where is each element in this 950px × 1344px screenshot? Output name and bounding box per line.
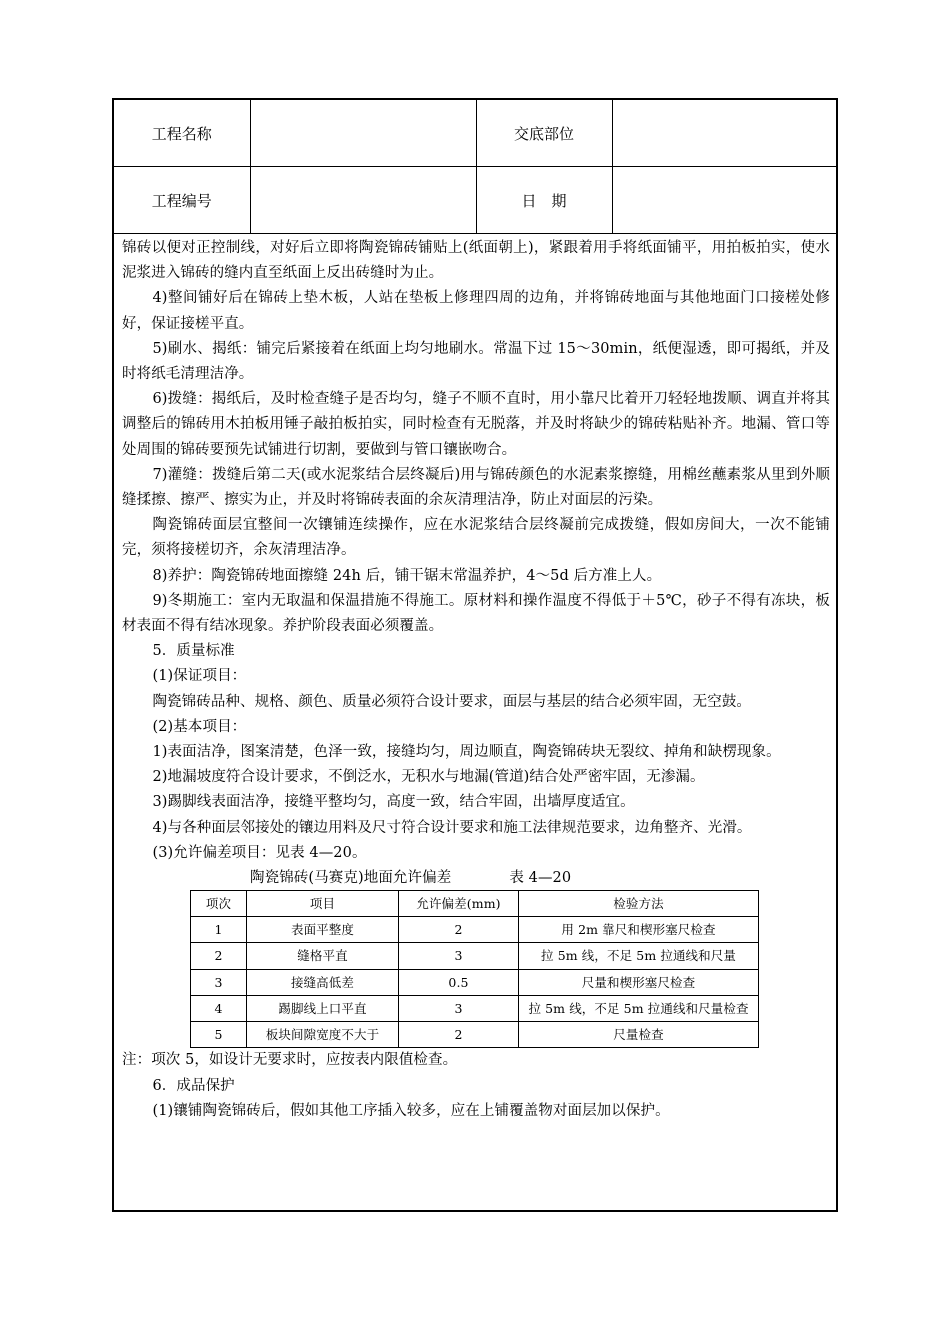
paragraph: 5)刷水、揭纸：铺完后紧接着在纸面上均匀地刷水。常温下过 15～30min，纸便湿透，即可揭纸，并及时将纸毛清理洁净。 [122,340,830,383]
paragraph: 4)与各种面层邻接处的镶边用料及尺寸符合设计要求和施工法律规范要求，边角整齐、光滑。 [152,819,752,836]
paragraph: 注：项次 5，如设计无要求时，应按表内限值检查。 [122,1052,458,1069]
paragraph: 锦砖以便对正控制线，对好后立即将陶瓷锦砖铺贴上(纸面朝上)，紧跟着用手将纸面铺平，用拍板拍实，使水泥浆进入锦砖的缝内直至纸面上反出砖缝时为止。 [122,240,830,282]
table-cell: 踢脚线上口平直 [247,995,399,1021]
paragraph: (1)保证项目： [152,668,247,685]
deviation-table [190,890,759,1048]
deviation-table-header [191,891,759,917]
table-cell: 接缝高低差 [247,969,399,995]
col-header-tolerance: 允许偏差(mm) [399,891,519,917]
paragraph: 6．成品保护 [152,1077,235,1094]
paragraph: (1)镶铺陶瓷锦砖后，假如其他工序插入较多，应在上铺覆盖物对面层加以保护。 [152,1102,670,1119]
table-cell: 缝格平直 [247,943,399,969]
handover-part-value [612,100,836,167]
header-table [114,100,836,234]
table-row [191,995,759,1021]
paragraph: 1)表面洁净，图案清楚，色泽一致，接缝均匀，周边顺直，陶瓷锦砖块无裂纹、掉角和缺楞现象。 [152,744,781,761]
table-row [191,969,759,995]
paragraph: 9)冬期施工：室内无取温和保温措施不得施工。原材料和操作温度不得低于＋5℃，砂子不得有冻块，板材表面不得有结冰现象。养护阶段表面必须覆盖。 [122,592,830,635]
project-no-value [250,167,476,234]
table-cell: 5 [191,1022,247,1048]
table-cell: 3 [191,969,247,995]
table-cell: 拉 5m 线，不足 5m 拉通线和尺量 [519,943,759,969]
table-row [191,1022,759,1048]
table-cell: 0.5 [399,969,519,995]
project-name-value [250,100,476,167]
paragraph: (2)基本项目： [152,718,247,735]
paragraph: 7)灌缝：拨缝后第二天(或水泥浆结合层终凝后)用与锦砖颜色的水泥素浆擦缝，用棉丝蘸素浆从里到外顺缝揉擦、擦严、擦实为止，并及时将锦砖表面的余灰清理洁净，防止对面层的污染。 [122,466,830,509]
table-cell: 2 [399,917,519,943]
paragraph: 3)踢脚线表面洁净，接缝平整均匀，高度一致，结合牢固，出墙厚度适宜。 [152,794,635,811]
date-value [612,167,836,234]
paragraph: 4)整间铺好后在锦砖上垫木板，人站在垫板上修理四周的边角，并将锦砖地面与其他地面门口接槎处修好，保证接槎平直。 [122,290,830,332]
document-body [114,234,836,1124]
table-row [191,943,759,969]
table-cell: 尺量和楔形塞尺检查 [519,969,759,995]
col-header-no: 项次 [191,891,247,917]
paragraph: (3)允许偏差项目：见表 4—20。 [152,844,367,861]
table-cell: 拉 5m 线，不足 5m 拉通线和尺量检查 [519,995,759,1021]
deviation-table-body [191,917,759,1048]
table-cell: 4 [191,995,247,1021]
table-cell: 3 [399,943,519,969]
document-frame [112,98,838,1212]
paragraph: 8)养护：陶瓷锦砖地面擦缝 24h 后，铺干锯末常温养护，4～5d 后方准上人。 [152,567,662,584]
table-cell: 板块间隙宽度不大于 [247,1022,399,1048]
paragraph-list [122,236,830,866]
project-no-label: 工程编号 [114,167,250,234]
date-label: 日 期 [476,167,612,234]
paragraph: 6)拨缝：揭纸后，及时检查缝子是否均匀，缝子不顺不直时，用小靠尺比着开刀轻轻地拨顺、调直并将其调整后的锦砖用木拍板用锤子敲拍板拍实，同时检查有无脱落，并及时将缺少的锦砖粘贴补齐。地漏、管口等处周围的锦砖要预先试铺进行切割，要做到与管口镶嵌吻合。 [122,391,830,458]
after-paragraph-list [122,1048,830,1124]
paragraph: 5．质量标准 [152,643,235,660]
header-row-2 [114,167,836,234]
table-cell: 尺量检查 [519,1022,759,1048]
paragraph: 陶瓷锦砖面层宜整间一次镶铺连续操作，应在水泥浆结合层终凝前完成拨缝，假如房间大，一次不能铺完，须将接槎切齐，余灰清理洁净。 [122,517,830,559]
table-number: 表 4—20 [509,870,572,887]
table-cell: 3 [399,995,519,1021]
col-header-item: 项目 [247,891,399,917]
table-title: 陶瓷锦砖(马赛克)地面允许偏差 [250,870,452,887]
table-cell: 2 [191,943,247,969]
project-name-label: 工程名称 [114,100,250,167]
table-cell: 1 [191,917,247,943]
table-caption [122,866,830,890]
handover-part-label: 交底部位 [476,100,612,167]
paragraph: 2)地漏坡度符合设计要求，不倒泛水，无积水与地漏(管道)结合处严密牢固，无渗漏。 [152,769,705,786]
table-row [191,917,759,943]
table-cell: 用 2m 靠尺和楔形塞尺检查 [519,917,759,943]
header-row-1 [114,100,836,167]
table-cell: 表面平整度 [247,917,399,943]
col-header-method: 检验方法 [519,891,759,917]
paragraph: 陶瓷锦砖品种、规格、颜色、质量必须符合设计要求，面层与基层的结合必须牢固，无空鼓。 [152,693,752,710]
table-cell: 2 [399,1022,519,1048]
